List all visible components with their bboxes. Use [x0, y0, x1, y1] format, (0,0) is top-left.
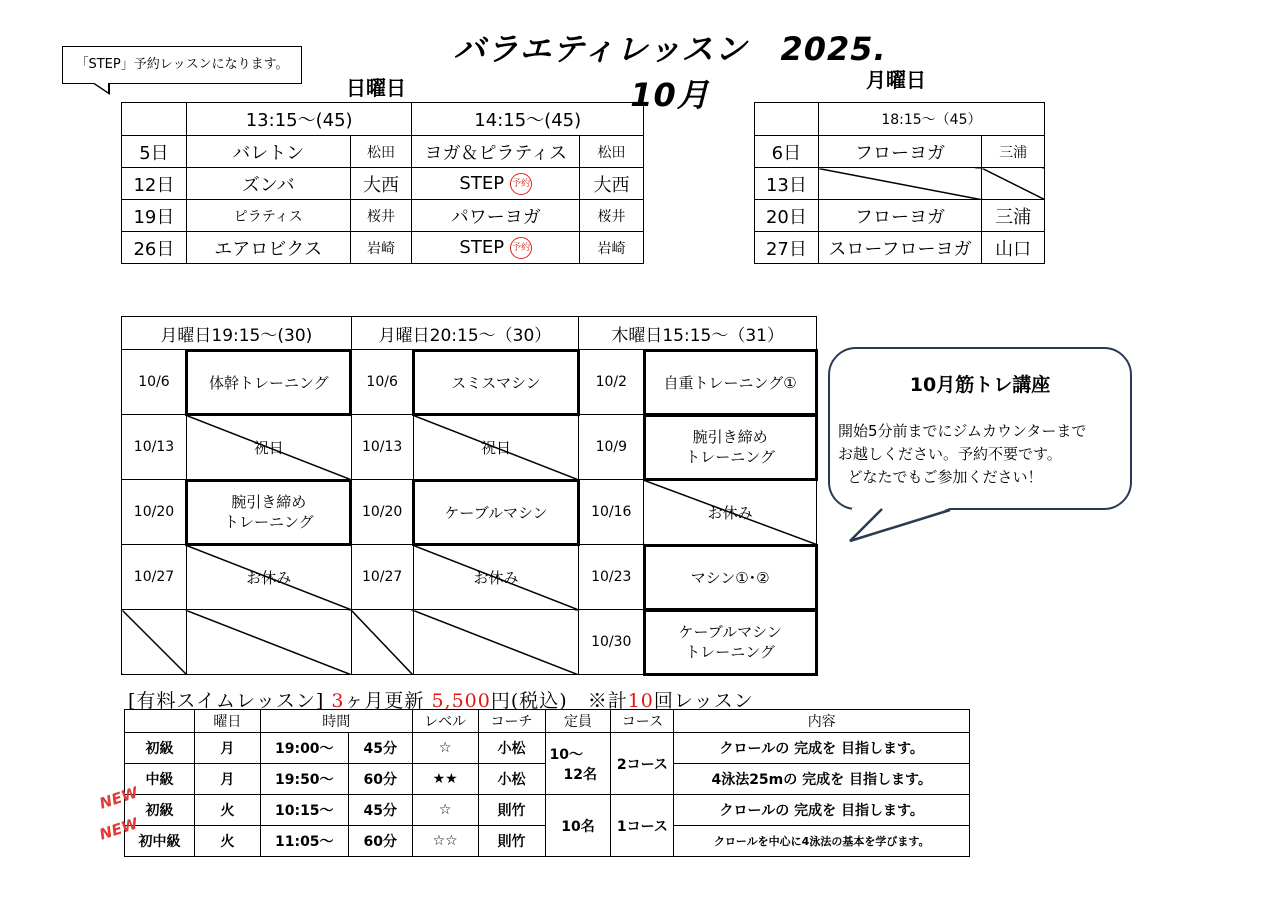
- note-tail-inner: [93, 82, 108, 92]
- lesson-text: STEP: [459, 172, 505, 194]
- course-cell: 2コース: [611, 733, 674, 795]
- stars-cell: ☆: [412, 733, 478, 764]
- course-cell: 1コース: [611, 795, 674, 857]
- training-header: 月曜日20:15〜（30）: [351, 317, 579, 350]
- day-cell: 火: [194, 795, 260, 826]
- lesson-cell: ズンバ: [186, 168, 350, 200]
- date-cell: 10/30: [579, 610, 644, 675]
- training-table: [121, 316, 817, 675]
- lesson-cell: エアロビクス: [186, 232, 350, 264]
- lesson-cell: [412, 168, 580, 200]
- date-cell: 10/20: [351, 480, 413, 545]
- empty-cell: [351, 610, 413, 675]
- reservation-stamp: 予約: [510, 173, 532, 195]
- swim-heading-part: ヶ月更新: [344, 690, 425, 712]
- new-tag: NEW: [97, 814, 141, 844]
- lesson-cell: フローヨガ: [818, 200, 981, 232]
- length-cell: 60分: [348, 826, 412, 857]
- stars-cell: ☆☆: [412, 826, 478, 857]
- swim-heading-part: 円(税込) ※計: [490, 690, 628, 712]
- coach-cell: 山口: [982, 232, 1045, 264]
- swim-heading-part: [有料スイムレッスン]: [128, 690, 325, 712]
- session-cell: スミスマシン: [413, 350, 579, 415]
- monday-label: 月曜日: [866, 68, 926, 92]
- bubble-tail: [846, 506, 956, 546]
- holiday-cell: 祝日: [186, 415, 351, 480]
- start-cell: 10:15〜: [260, 795, 348, 826]
- swim-heading-months: 3: [331, 690, 345, 712]
- content-cell: クロールの 完成を 目指します。: [674, 733, 970, 764]
- lesson-text: STEP: [459, 236, 505, 258]
- day-cell: 20日: [755, 200, 819, 232]
- bubble-line: お越しください。予約不要です。: [838, 445, 1062, 463]
- session-cell: 自重トレーニング①: [644, 350, 817, 415]
- date-cell: 10/27: [351, 545, 413, 610]
- swim-heading-count: 10: [627, 690, 654, 712]
- level-cell: [97, 814, 195, 857]
- day-cell: 12日: [122, 168, 187, 200]
- lesson-cell: [412, 232, 580, 264]
- bubble-text: [838, 420, 1128, 489]
- column-header: コース: [611, 710, 674, 733]
- holiday-cell: 祝日: [413, 415, 579, 480]
- content-cell: クロールを中心に4泳法の基本を学びます。: [674, 826, 970, 857]
- session-cell: ケーブルマシン トレーニング: [644, 610, 817, 675]
- lesson-cell: スローフローヨガ: [818, 232, 981, 264]
- level-text: 初級: [145, 803, 174, 819]
- day-cell: 月: [194, 764, 260, 795]
- reservation-stamp: 予約: [510, 237, 532, 259]
- date-cell: 10/20: [122, 480, 187, 545]
- lesson-cell: ピラティス: [186, 200, 350, 232]
- date-cell: 10/6: [351, 350, 413, 415]
- corner-cell: [122, 103, 187, 136]
- coach-cell: 松田: [580, 136, 644, 168]
- lesson-cell: バレトン: [186, 136, 350, 168]
- start-cell: 19:50〜: [260, 764, 348, 795]
- column-header: 定員: [545, 710, 611, 733]
- length-cell: 60分: [348, 764, 412, 795]
- slot-header: 14:15〜(45): [412, 103, 644, 136]
- closed-cell: お休み: [413, 545, 579, 610]
- coach-cell: 則竹: [478, 795, 545, 826]
- day-cell: 26日: [122, 232, 187, 264]
- capacity-cell: 10名: [545, 795, 611, 857]
- date-cell: 10/2: [579, 350, 644, 415]
- date-cell: 10/6: [122, 350, 187, 415]
- date-cell: 10/23: [579, 545, 644, 610]
- session-cell: 体幹トレーニング: [186, 350, 351, 415]
- corner-cell: [755, 103, 819, 136]
- date-cell: 10/27: [122, 545, 187, 610]
- session-cell: 腕引き締め トレーニング: [186, 480, 351, 545]
- swim-heading-price: 5,500: [431, 690, 491, 712]
- column-header: コーチ: [478, 710, 545, 733]
- slot-header: 18:15〜（45）: [818, 103, 1044, 136]
- coach-cell: 小松: [478, 764, 545, 795]
- length-cell: 45分: [348, 795, 412, 826]
- slot-header: 13:15〜(45): [186, 103, 412, 136]
- empty-cell: [186, 610, 351, 675]
- coach-cell: 桜井: [580, 200, 644, 232]
- coach-cell: 小松: [478, 733, 545, 764]
- closed-cell: お休み: [186, 545, 351, 610]
- coach-cell: 桜井: [350, 200, 412, 232]
- training-header: 月曜日19:15〜(30): [122, 317, 352, 350]
- cancelled-cell: [982, 168, 1045, 200]
- sunday-label: 日曜日: [346, 76, 406, 100]
- lesson-cell: パワーヨガ: [412, 200, 580, 232]
- column-header: 時間: [260, 710, 412, 733]
- lesson-cell: ヨガ＆ピラティス: [412, 136, 580, 168]
- level-cell: 初級: [125, 733, 195, 764]
- coach-cell: 大西: [580, 168, 644, 200]
- empty-cell: [122, 610, 187, 675]
- start-cell: 19:00〜: [260, 733, 348, 764]
- date-cell: 10/9: [579, 415, 644, 480]
- length-cell: 45分: [348, 733, 412, 764]
- coach-cell: 松田: [350, 136, 412, 168]
- capacity-cell: 10〜 12名: [545, 733, 611, 795]
- sunday-table: [121, 102, 644, 264]
- swim-table: [97, 709, 970, 857]
- stars-cell: ☆: [412, 795, 478, 826]
- bubble-line: どなたでもご参加ください！: [838, 468, 1043, 486]
- date-cell: 10/13: [351, 415, 413, 480]
- date-cell: 10/13: [122, 415, 187, 480]
- bubble-title: 10月筋トレ講座: [909, 374, 1051, 396]
- swim-heading-part: 回レッスン: [653, 690, 754, 712]
- bubble-line: 開始5分前までにジムカウンターまで: [838, 422, 1087, 440]
- column-header: 内容: [674, 710, 970, 733]
- cancelled-cell: [818, 168, 981, 200]
- monday-table: [754, 102, 1045, 264]
- start-cell: 11:05〜: [260, 826, 348, 857]
- stars-cell: ★★: [412, 764, 478, 795]
- page-title: バラエティレッスン 2025. 10月: [453, 30, 887, 114]
- session-cell: 腕引き締め トレーニング: [644, 415, 817, 480]
- day-cell: 5日: [122, 136, 187, 168]
- training-header: 木曜日15:15〜（31）: [579, 317, 817, 350]
- coach-cell: 三浦: [982, 136, 1045, 168]
- column-header: 曜日: [194, 710, 260, 733]
- date-cell: 10/16: [579, 480, 644, 545]
- day-cell: 13日: [755, 168, 819, 200]
- day-cell: 27日: [755, 232, 819, 264]
- new-tag: NEW: [97, 783, 141, 813]
- step-note: 「STEP」予約レッスンになります。: [62, 46, 302, 84]
- day-cell: 火: [194, 826, 260, 857]
- coach-cell: 岩崎: [580, 232, 644, 264]
- coach-cell: 大西: [350, 168, 412, 200]
- content-cell: 4泳法25mの 完成を 目指します。: [674, 764, 970, 795]
- empty-cell: [413, 610, 579, 675]
- coach-cell: 岩崎: [350, 232, 412, 264]
- corner-cell: [125, 710, 195, 733]
- level-text: 初中級: [138, 834, 181, 850]
- day-cell: 19日: [122, 200, 187, 232]
- level-cell: 中級: [125, 764, 195, 795]
- closed-cell: お休み: [644, 480, 817, 545]
- coach-cell: 則竹: [478, 826, 545, 857]
- lesson-cell: フローヨガ: [818, 136, 981, 168]
- coach-cell: 三浦: [982, 200, 1045, 232]
- content-cell: クロールの 完成を 目指します。: [674, 795, 970, 826]
- session-cell: マシン①･②: [644, 545, 817, 610]
- day-cell: 6日: [755, 136, 819, 168]
- session-cell: ケーブルマシン: [413, 480, 579, 545]
- column-header: レベル: [412, 710, 478, 733]
- day-cell: 月: [194, 733, 260, 764]
